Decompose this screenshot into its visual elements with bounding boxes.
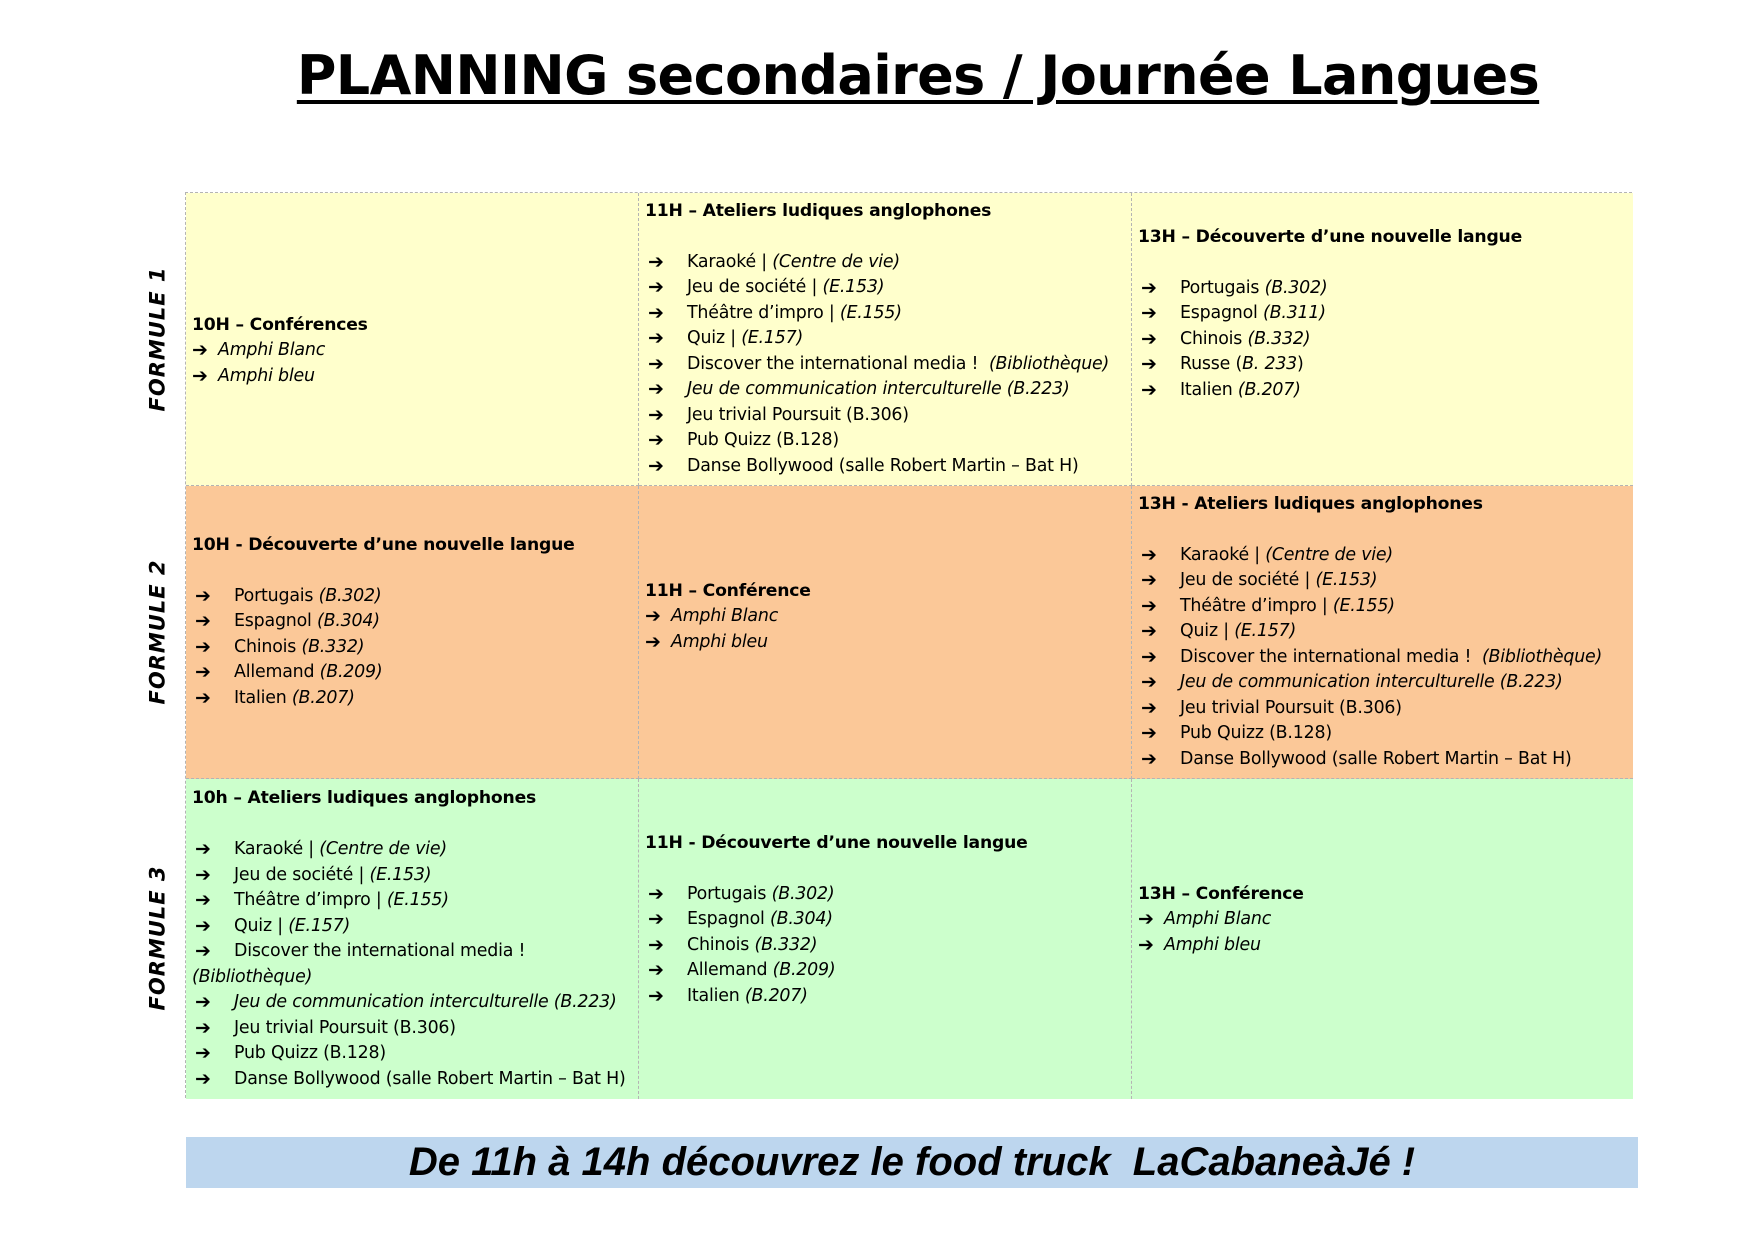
arrow-right-icon: ➔ xyxy=(1141,671,1157,694)
schedule-cell xyxy=(1132,486,1633,779)
item-label: Quiz | xyxy=(687,328,742,349)
item-location: (B.207) xyxy=(291,687,355,708)
list-item xyxy=(645,984,1125,1010)
item-tail: ) xyxy=(1297,354,1304,375)
item-location: (B.209) xyxy=(319,662,383,683)
list-item xyxy=(192,635,632,661)
item-label: Jeu de société | xyxy=(687,277,823,298)
arrow-right-icon: ➔ xyxy=(195,610,211,633)
arrow-right-icon: ➔ xyxy=(195,940,211,962)
arrow-right-icon: ➔ xyxy=(1141,569,1157,592)
item-location: (Centre de vie) xyxy=(1265,544,1393,565)
item-location: (B.302) xyxy=(1264,277,1328,298)
page-title: PLANNING secondaires / Journée Langues xyxy=(296,44,1540,107)
arrow-right-icon: ➔ xyxy=(195,1016,211,1039)
arrow-right-icon: ➔ xyxy=(648,378,664,401)
list-item xyxy=(1138,645,1627,671)
list-item xyxy=(1138,594,1627,620)
item-label: Espagnol xyxy=(1180,303,1264,324)
arrow-right-icon: ➔ xyxy=(1141,645,1157,668)
list-item xyxy=(192,584,632,610)
item-location: (E.157) xyxy=(741,328,804,349)
item-label: Italien xyxy=(1180,379,1238,400)
arrow-right-icon: ➔ xyxy=(1141,353,1157,376)
arrow-right-icon: ➔ xyxy=(1141,327,1157,350)
arrow-right-icon: ➔ xyxy=(648,882,664,905)
list-item xyxy=(192,1041,632,1067)
arrow-right-icon: ➔ xyxy=(1138,933,1154,956)
item-label: Chinois xyxy=(234,636,302,657)
schedule-cell xyxy=(1132,779,1633,1099)
list-item xyxy=(1138,670,1627,696)
item-label: Danse Bollywood (salle Robert Martin – Bat H) xyxy=(1180,748,1572,769)
arrow-right-icon: ➔ xyxy=(195,889,211,911)
list-item xyxy=(1138,378,1627,404)
list-item xyxy=(1138,933,1627,959)
schedule-cell xyxy=(186,486,639,779)
session-heading: 10h – Ateliers ludiques anglophones xyxy=(192,788,537,808)
schedule-cell xyxy=(186,779,639,1099)
item-location: Amphi bleu xyxy=(1164,934,1261,955)
item-label: Espagnol xyxy=(234,611,318,632)
item-location: Jeu de communication interculturelle (B.223) xyxy=(1180,672,1563,693)
list-item xyxy=(1138,276,1627,302)
row-label-formule-3: FORMULE 3 xyxy=(145,865,169,1011)
item-label: Jeu trivial Poursuit (B.306) xyxy=(234,1017,456,1038)
list-item xyxy=(645,933,1125,959)
list-item xyxy=(192,990,632,1016)
item-label: Théâtre d’impro | xyxy=(234,890,387,910)
item-location: B. 233 xyxy=(1242,354,1298,375)
item-label: Pub Quizz (B.128) xyxy=(687,430,839,451)
item-label: Danse Bollywood (salle Robert Martin – Bat H) xyxy=(234,1068,626,1089)
item-label: Chinois xyxy=(1180,328,1248,349)
session-heading: 10H - Découverte d’une nouvelle langue xyxy=(192,534,575,555)
item-label: Théâtre d’impro | xyxy=(687,302,840,323)
list-item xyxy=(192,1016,632,1042)
list-item xyxy=(1138,696,1627,722)
item-location: Jeu de communication interculturelle (B.223) xyxy=(234,992,617,1012)
session-heading: 11H - Découverte d’une nouvelle langue xyxy=(645,832,1028,853)
list-item xyxy=(1138,327,1627,353)
arrow-right-icon: ➔ xyxy=(1141,696,1157,719)
item-label: Allemand xyxy=(234,662,320,683)
item-location: (B.304) xyxy=(770,909,833,930)
item-label: Pub Quizz (B.128) xyxy=(234,1043,386,1063)
arrow-right-icon: ➔ xyxy=(195,914,211,937)
arrow-right-icon: ➔ xyxy=(648,984,664,1007)
arrow-right-icon: ➔ xyxy=(195,838,211,860)
item-label: Portugais xyxy=(687,883,772,904)
item-location: (E.153) xyxy=(369,864,432,885)
session-heading: 13H - Ateliers ludiques anglophones xyxy=(1138,493,1483,514)
arrow-right-icon: ➔ xyxy=(648,403,664,426)
list-item xyxy=(1138,568,1627,594)
schedule-cell xyxy=(1132,193,1633,486)
item-location: (B.332) xyxy=(1247,328,1311,349)
item-location: (E.157) xyxy=(1234,621,1297,642)
session-heading: 13H – Conférence xyxy=(1138,883,1304,904)
item-label: Discover the international media ! xyxy=(234,941,526,961)
arrow-right-icon: ➔ xyxy=(1141,378,1157,401)
list-item xyxy=(192,364,632,390)
item-label: Portugais xyxy=(1180,277,1265,298)
schedule-cell xyxy=(639,486,1132,779)
item-location: (B.332) xyxy=(301,636,365,657)
arrow-right-icon: ➔ xyxy=(195,635,211,658)
list-item xyxy=(192,338,632,364)
arrow-right-icon: ➔ xyxy=(645,605,661,628)
item-label: Pub Quizz (B.128) xyxy=(1180,723,1332,744)
row-label-formule-1: FORMULE 1 xyxy=(145,266,169,411)
arrow-right-icon: ➔ xyxy=(1141,302,1157,325)
item-location: (Bibliothèque) xyxy=(1481,646,1603,667)
list-item xyxy=(645,352,1125,378)
list-item xyxy=(645,907,1125,933)
item-location: (B.311) xyxy=(1263,303,1326,324)
arrow-right-icon: ➔ xyxy=(192,364,208,387)
item-label: Théâtre d’impro | xyxy=(1180,595,1333,616)
list-item xyxy=(192,1067,632,1093)
list-item xyxy=(645,428,1125,454)
food-truck-banner: De 11h à 14h découvrez le food truck LaCabaneàJé ! xyxy=(186,1137,1638,1188)
item-location: Jeu de communication interculturelle (B.223) xyxy=(687,379,1070,400)
arrow-right-icon: ➔ xyxy=(648,454,664,477)
list-item xyxy=(645,454,1125,480)
schedule-cell xyxy=(186,193,639,486)
arrow-right-icon: ➔ xyxy=(648,327,664,350)
list-item xyxy=(192,939,632,965)
arrow-right-icon: ➔ xyxy=(195,991,211,1013)
list-item xyxy=(1138,352,1627,378)
list-item xyxy=(645,250,1125,276)
item-location: (E.157) xyxy=(288,915,351,936)
item-label: Quiz | xyxy=(1180,621,1235,642)
arrow-right-icon: ➔ xyxy=(195,1042,211,1064)
item-label: Chinois xyxy=(687,934,755,955)
item-label: Jeu de société | xyxy=(234,864,370,885)
item-location: (E.155) xyxy=(1332,595,1395,616)
schedule-cell xyxy=(639,779,1132,1099)
item-label: Espagnol xyxy=(687,909,771,930)
session-heading: 11H – Conférence xyxy=(645,580,811,601)
session-heading: 10H – Conférences xyxy=(192,314,368,335)
item-label: Jeu trivial Poursuit (B.306) xyxy=(687,404,909,425)
arrow-right-icon: ➔ xyxy=(195,863,211,886)
arrow-right-icon: ➔ xyxy=(648,429,664,452)
item-label: Discover the international media ! xyxy=(687,353,989,374)
list-item xyxy=(645,882,1125,908)
item-location: (E.153) xyxy=(822,277,885,298)
arrow-right-icon: ➔ xyxy=(648,908,664,931)
session-heading: 13H – Découverte d’une nouvelle langue xyxy=(1138,226,1523,247)
item-label: Jeu de société | xyxy=(1180,570,1316,591)
item-location: (B.332) xyxy=(754,934,818,955)
item-label: Karaoké | xyxy=(1180,544,1266,565)
item-label: Russe ( xyxy=(1180,354,1243,375)
arrow-right-icon: ➔ xyxy=(195,661,211,684)
arrow-right-icon: ➔ xyxy=(645,630,661,653)
item-location: (E.155) xyxy=(386,890,449,910)
arrow-right-icon: ➔ xyxy=(1141,543,1157,566)
item-location: Amphi bleu xyxy=(218,365,315,386)
schedule-cell xyxy=(639,193,1132,486)
item-location: Amphi Blanc xyxy=(1164,909,1272,930)
list-item xyxy=(1138,747,1627,773)
list-item xyxy=(192,609,632,635)
item-label: Portugais xyxy=(234,585,319,606)
list-item xyxy=(1138,907,1627,933)
item-label: Quiz | xyxy=(234,915,289,936)
item-label: Karaoké | xyxy=(234,839,320,859)
item-label: Jeu trivial Poursuit (B.306) xyxy=(1180,697,1402,718)
list-item xyxy=(645,301,1125,327)
item-location: (B.207) xyxy=(744,985,808,1006)
list-item xyxy=(192,837,632,863)
arrow-right-icon: ➔ xyxy=(1141,747,1157,770)
arrow-right-icon: ➔ xyxy=(1141,594,1157,617)
arrow-right-icon: ➔ xyxy=(648,250,664,273)
arrow-right-icon: ➔ xyxy=(1141,722,1157,745)
list-item xyxy=(645,377,1125,403)
list-item xyxy=(192,660,632,686)
item-location: Amphi bleu xyxy=(671,631,768,652)
item-location: (E.153) xyxy=(1315,570,1378,591)
item-location: Amphi Blanc xyxy=(218,340,326,361)
item-location-wrapped: (Bibliothèque) xyxy=(192,966,313,987)
list-item xyxy=(1138,543,1627,569)
item-location: (B.207) xyxy=(1237,379,1301,400)
arrow-right-icon: ➔ xyxy=(1141,276,1157,299)
list-item xyxy=(1138,619,1627,645)
arrow-right-icon: ➔ xyxy=(648,276,664,299)
item-location: (B.302) xyxy=(318,585,382,606)
list-item xyxy=(645,630,1125,656)
arrow-right-icon: ➔ xyxy=(648,959,664,982)
item-label: Italien xyxy=(687,985,745,1006)
list-item xyxy=(645,275,1125,301)
item-location: (B.209) xyxy=(772,960,836,981)
session-heading: 11H – Ateliers ludiques anglophones xyxy=(645,200,992,221)
arrow-right-icon: ➔ xyxy=(1141,620,1157,643)
arrow-right-icon: ➔ xyxy=(192,339,208,362)
item-location: (Bibliothèque) xyxy=(988,353,1110,374)
list-item xyxy=(192,914,632,940)
list-item xyxy=(645,958,1125,984)
item-location: (B.302) xyxy=(771,883,835,904)
list-item xyxy=(645,403,1125,429)
arrow-right-icon: ➔ xyxy=(648,933,664,956)
item-label: Discover the international media ! xyxy=(1180,646,1482,667)
list-item xyxy=(645,326,1125,352)
arrow-right-icon: ➔ xyxy=(648,301,664,324)
item-location: (B.304) xyxy=(317,611,380,632)
item-location: (Centre de vie) xyxy=(319,839,447,859)
item-label: Karaoké | xyxy=(687,251,773,272)
arrow-right-icon: ➔ xyxy=(195,1067,211,1090)
item-label: Italien xyxy=(234,687,292,708)
row-label-formule-2: FORMULE 2 xyxy=(145,559,169,704)
list-item xyxy=(192,686,632,712)
item-location: (E.155) xyxy=(839,302,902,323)
item-location: (Centre de vie) xyxy=(772,251,900,272)
arrow-right-icon: ➔ xyxy=(195,686,211,709)
list-item xyxy=(1138,301,1627,327)
list-item xyxy=(1138,721,1627,747)
item-label: Allemand xyxy=(687,960,773,981)
list-item xyxy=(192,863,632,889)
list-item xyxy=(645,604,1125,630)
item-label: Danse Bollywood (salle Robert Martin – Bat H) xyxy=(687,455,1079,476)
item-location: Amphi Blanc xyxy=(671,606,779,627)
schedule-grid xyxy=(185,192,1632,1098)
arrow-right-icon: ➔ xyxy=(1138,908,1154,931)
arrow-right-icon: ➔ xyxy=(195,584,211,607)
arrow-right-icon: ➔ xyxy=(648,352,664,375)
list-item xyxy=(192,888,632,914)
